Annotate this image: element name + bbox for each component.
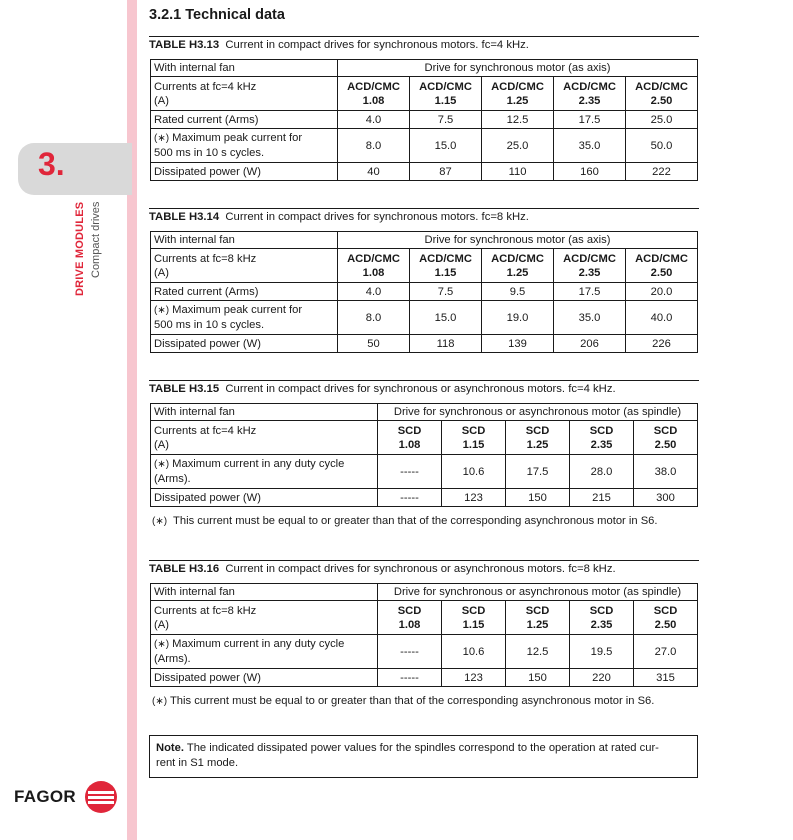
model-header: ACD/CMC 2.35 [554, 249, 626, 283]
row-label: (∗) Maximum current in any duty cycle (Arms). [151, 455, 378, 489]
table-cell: ----- [378, 635, 442, 669]
row-label: Rated current (Arms) [151, 111, 338, 129]
table-cell: 10.6 [442, 635, 506, 669]
table-cell: 20.0 [626, 283, 698, 301]
model-header: SCD 1.25 [506, 421, 570, 455]
table-cell: With internal fan [151, 404, 378, 421]
note-text: The indicated dissipated power values for the spindles correspond to the operation at rated cur- [183, 742, 659, 754]
table-cell: 40 [338, 163, 410, 181]
row-label: (∗) Maximum peak current for 500 ms in 10 s cycles. [151, 301, 338, 335]
table-caption [149, 208, 699, 223]
table-cell: 35.0 [554, 129, 626, 163]
table-caption-text: Current in compact drives for synchronous motors. fc=4 kHz. [225, 39, 529, 51]
chapter-subtitle: Compact drives [90, 201, 102, 278]
table-caption-text: Current in compact drives for synchronous or asynchronous motors. fc=8 kHz. [225, 563, 616, 575]
table-cell: 220 [570, 669, 634, 687]
row-label: Rated current (Arms) [151, 283, 338, 301]
table-row [151, 129, 698, 163]
model-header: SCD 2.35 [570, 601, 634, 635]
table-h3-13 [150, 59, 698, 181]
table-cell: 7.5 [410, 283, 482, 301]
table-caption [149, 560, 699, 575]
chapter-title: DRIVE MODULES [74, 201, 86, 296]
model-header: ACD/CMC 1.25 [482, 249, 554, 283]
table-cell: 50.0 [626, 129, 698, 163]
table-row [151, 301, 698, 335]
model-header: ACD/CMC 1.15 [410, 249, 482, 283]
table-cell: Currents at fc=4 kHz (A) [151, 421, 378, 455]
table-caption-label: TABLE H3.14 [149, 211, 220, 223]
note-text-cont: rent in S1 mode. [156, 757, 239, 769]
model-header: SCD 1.08 [378, 601, 442, 635]
table-cell: 28.0 [570, 455, 634, 489]
chapter-number: 3. [38, 146, 65, 182]
table-cell: 226 [626, 335, 698, 353]
table-cell: 17.5 [554, 283, 626, 301]
table-cell: 25.0 [482, 129, 554, 163]
table-cell: 40.0 [626, 301, 698, 335]
table-cell: 300 [634, 489, 698, 507]
table-cell: 12.5 [482, 111, 554, 129]
table-h3-15 [150, 403, 698, 507]
table-caption-label: TABLE H3.16 [149, 563, 220, 575]
model-header: ACD/CMC 2.35 [554, 77, 626, 111]
section-title: 3.2.1 Technical data [149, 7, 285, 23]
model-header: SCD 2.35 [570, 421, 634, 455]
table-row [151, 111, 698, 129]
note-box [149, 735, 698, 778]
table-cell: Currents at fc=8 kHz (A) [151, 249, 338, 283]
table-cell: 150 [506, 489, 570, 507]
model-header: SCD 1.15 [442, 421, 506, 455]
table-h3-16 [150, 583, 698, 687]
model-header: ACD/CMC 1.25 [482, 77, 554, 111]
table-caption [149, 36, 699, 51]
model-header: SCD 2.50 [634, 421, 698, 455]
table-cell: 17.5 [506, 455, 570, 489]
model-header: ACD/CMC 1.15 [410, 77, 482, 111]
model-header: ACD/CMC 1.08 [338, 77, 410, 111]
logo-text: FAGOR [14, 787, 76, 806]
model-header: SCD 1.15 [442, 601, 506, 635]
model-header: ACD/CMC 2.50 [626, 249, 698, 283]
table-cell: ----- [378, 669, 442, 687]
table-cell: 17.5 [554, 111, 626, 129]
model-header: SCD 1.25 [506, 601, 570, 635]
table-h3-14 [150, 231, 698, 353]
table-cell: 15.0 [410, 129, 482, 163]
table-cell: 123 [442, 489, 506, 507]
table-caption-text: Current in compact drives for synchronous or asynchronous motors. fc=4 kHz. [225, 383, 616, 395]
table-cell: 222 [626, 163, 698, 181]
row-label: (∗) Maximum current in any duty cycle (Arms). [151, 635, 378, 669]
table-group-header: Drive for synchronous or asynchronous motor (as spindle) [378, 584, 698, 601]
table-cell: 87 [410, 163, 482, 181]
table-row [151, 335, 698, 353]
table-cell: 315 [634, 669, 698, 687]
fagor-logo-icon [84, 780, 118, 814]
chapter-tab [18, 143, 132, 195]
table-group-header: Drive for synchronous or asynchronous motor (as spindle) [378, 404, 698, 421]
table-row [151, 635, 698, 669]
table-caption-label: TABLE H3.13 [149, 39, 220, 51]
table-cell: 9.5 [482, 283, 554, 301]
table-cell: 8.0 [338, 301, 410, 335]
table-group-header: Drive for synchronous motor (as axis) [338, 232, 698, 249]
table-footnote: (∗) This current must be equal to or greater than that of the corresponding asynchronous motor in S6. [152, 515, 658, 527]
table-cell: 27.0 [634, 635, 698, 669]
table-cell: 118 [410, 335, 482, 353]
table-cell: 7.5 [410, 111, 482, 129]
table-row [151, 283, 698, 301]
table-row [151, 489, 698, 507]
model-header: SCD 2.50 [634, 601, 698, 635]
model-header: SCD 1.08 [378, 421, 442, 455]
table-cell: 10.6 [442, 455, 506, 489]
table-cell: ----- [378, 455, 442, 489]
table-cell: 8.0 [338, 129, 410, 163]
table-cell: With internal fan [151, 60, 338, 77]
table-cell: With internal fan [151, 232, 338, 249]
note-label: Note. [156, 742, 184, 754]
table-group-header: Drive for synchronous motor (as axis) [338, 60, 698, 77]
table-cell: Currents at fc=8 kHz (A) [151, 601, 378, 635]
margin-strip [127, 0, 137, 840]
row-label: Dissipated power (W) [151, 489, 378, 507]
table-cell: 38.0 [634, 455, 698, 489]
table-cell: Currents at fc=4 kHz (A) [151, 77, 338, 111]
table-cell: 4.0 [338, 283, 410, 301]
table-caption-label: TABLE H3.15 [149, 383, 220, 395]
table-cell: 50 [338, 335, 410, 353]
row-label: (∗) Maximum peak current for 500 ms in 10 s cycles. [151, 129, 338, 163]
model-header: ACD/CMC 1.08 [338, 249, 410, 283]
table-row [151, 163, 698, 181]
table-caption [149, 380, 699, 395]
table-footnote: (∗) This current must be equal to or greater than that of the corresponding asynchronous motor in S6. [152, 695, 655, 707]
table-cell: 12.5 [506, 635, 570, 669]
table-cell: 35.0 [554, 301, 626, 335]
table-cell: With internal fan [151, 584, 378, 601]
table-cell: 15.0 [410, 301, 482, 335]
model-header: ACD/CMC 2.50 [626, 77, 698, 111]
table-cell: 110 [482, 163, 554, 181]
table-row [151, 455, 698, 489]
row-label: Dissipated power (W) [151, 163, 338, 181]
table-cell: 160 [554, 163, 626, 181]
table-cell: 206 [554, 335, 626, 353]
table-cell: 19.5 [570, 635, 634, 669]
table-caption-text: Current in compact drives for synchronous motors. fc=8 kHz. [225, 211, 529, 223]
table-cell: 139 [482, 335, 554, 353]
table-cell: ----- [378, 489, 442, 507]
fagor-logo [14, 780, 124, 814]
table-cell: 150 [506, 669, 570, 687]
table-cell: 25.0 [626, 111, 698, 129]
row-label: Dissipated power (W) [151, 669, 378, 687]
table-cell: 123 [442, 669, 506, 687]
table-cell: 4.0 [338, 111, 410, 129]
table-row [151, 669, 698, 687]
table-cell: 19.0 [482, 301, 554, 335]
row-label: Dissipated power (W) [151, 335, 338, 353]
table-cell: 215 [570, 489, 634, 507]
